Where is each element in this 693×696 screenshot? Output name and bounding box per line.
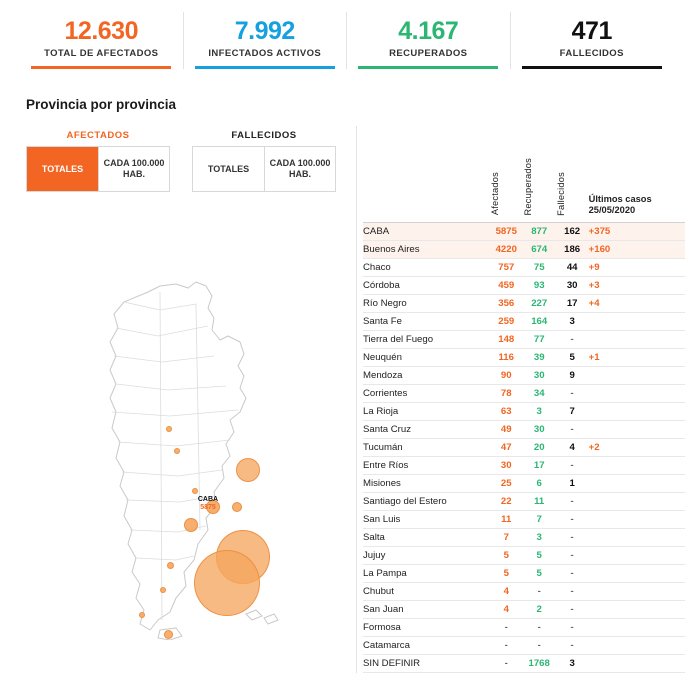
table-row[interactable] [363,492,685,510]
section-title: Provincia por provincia [26,97,177,112]
cell-afectados: 259 [490,312,523,330]
cell-provincia: Neuquén [363,348,490,366]
col-header-recuperados-label: Recuperados [522,157,533,216]
cell-afectados: 7 [490,528,523,546]
cell-fallecidos: - [556,636,589,654]
cell-fallecidos: 30 [556,276,589,294]
cell-recuperados: 674 [523,240,556,258]
summary-underline [195,66,335,69]
cell-ultimos-casos [589,510,685,528]
cell-recuperados: 20 [523,438,556,456]
cell-fallecidos: 3 [556,312,589,330]
cell-afectados: 4 [490,582,523,600]
summary-value: 7.992 [234,17,295,45]
summary-underline [31,66,171,69]
summary-value: 12.630 [64,17,138,45]
cell-ultimos-casos [589,492,685,510]
cell-fallecidos: 162 [556,222,589,240]
cell-provincia: Mendoza [363,366,490,384]
cell-fallecidos: 7 [556,402,589,420]
table-row[interactable] [363,510,685,528]
cell-afectados: 116 [490,348,523,366]
table-row[interactable] [363,348,685,366]
cell-provincia: SIN DEFINIR [363,654,490,672]
map-bubble-chubut[interactable] [160,587,166,593]
map-caba-name: CABA [197,496,219,503]
table-row[interactable] [363,618,685,636]
cell-provincia: Formosa [363,618,490,636]
cell-afectados: 5875 [490,222,523,240]
summary-value: 471 [571,17,612,45]
province-table-panel [356,126,693,673]
cell-ultimos-casos [589,456,685,474]
cell-ultimos-casos [589,474,685,492]
province-table-head [363,126,685,222]
table-row[interactable] [363,546,685,564]
cell-afectados: 148 [490,330,523,348]
cell-ultimos-casos [589,618,685,636]
col-header-recuperados [523,126,556,222]
toggle-afectados-totales[interactable]: TOTALES [27,147,98,191]
cell-recuperados: 2 [523,600,556,618]
argentina-outline-icon [0,200,356,640]
col-header-afectados [490,126,523,222]
cell-ultimos-casos [589,366,685,384]
cell-ultimos-casos: +2 [589,438,685,456]
cell-provincia: Catamarca [363,636,490,654]
cell-ultimos-casos [589,384,685,402]
cell-fallecidos: 9 [556,366,589,384]
province-table-body [363,222,685,672]
cell-fallecidos: - [556,600,589,618]
cell-recuperados: 227 [523,294,556,312]
table-row[interactable] [363,636,685,654]
summary-underline [358,66,498,69]
cell-provincia: Chaco [363,258,490,276]
cell-afectados: 4220 [490,240,523,258]
cell-recuperados: 77 [523,330,556,348]
table-row[interactable] [363,600,685,618]
cell-ultimos-casos: +4 [589,294,685,312]
cell-recuperados: 3 [523,528,556,546]
map-bubble-rio-negro[interactable] [184,518,198,532]
toggle-group-afectados [26,130,170,192]
cell-fallecidos: - [556,528,589,546]
summary-underline [522,66,662,69]
cell-fallecidos: - [556,564,589,582]
toggle-group-fallecidos [192,130,336,192]
cell-recuperados: 93 [523,276,556,294]
cell-ultimos-casos: +375 [589,222,685,240]
cell-ultimos-casos [589,600,685,618]
col-header-fallecidos-label: Fallecidos [555,171,566,216]
cell-recuperados: - [523,582,556,600]
col-header-fallecidos [556,126,589,222]
cell-ultimos-casos [589,546,685,564]
cell-afectados: 22 [490,492,523,510]
cell-fallecidos: - [556,456,589,474]
cell-provincia: Salta [363,528,490,546]
cell-afectados: 4 [490,600,523,618]
cell-ultimos-casos: +3 [589,276,685,294]
summary-card-fallecidos [510,12,674,69]
cell-provincia: Entre Ríos [363,456,490,474]
cell-recuperados: 39 [523,348,556,366]
summary-value: 4.167 [398,17,459,45]
table-row[interactable] [363,240,685,258]
province-table [363,126,685,673]
table-row[interactable] [363,456,685,474]
summary-label: RECUPERADOS [389,48,468,59]
table-header-row [363,126,685,222]
map-bubble-tucuman[interactable] [174,448,180,454]
table-row[interactable] [363,438,685,456]
cell-fallecidos: 5 [556,348,589,366]
toggle-fallecidos-totales[interactable]: TOTALES [193,147,264,191]
cell-recuperados: 17 [523,456,556,474]
table-row[interactable] [363,330,685,348]
cell-provincia: Corrientes [363,384,490,402]
map-bubble-buenos-aires[interactable] [194,550,260,616]
map-bubble-salta[interactable] [166,426,172,432]
summary-card-recuperados [346,12,510,69]
cell-recuperados: 164 [523,312,556,330]
cell-recuperados: - [523,618,556,636]
main-content [0,126,693,673]
summary-label: FALLECIDOS [559,48,624,59]
table-row[interactable] [363,276,685,294]
col-header-ultimos-casos [589,126,685,222]
cell-recuperados: 877 [523,222,556,240]
map-bubble-neuquen[interactable] [167,562,174,569]
cell-provincia: Santa Cruz [363,420,490,438]
cell-recuperados: 34 [523,384,556,402]
table-row[interactable] [363,654,685,672]
table-row[interactable] [363,258,685,276]
metric-toggles [26,130,356,192]
cell-recuperados: 6 [523,474,556,492]
col-header-afectados-label: Afectados [489,172,500,216]
table-row[interactable] [363,222,685,240]
cell-fallecidos: 4 [556,438,589,456]
cell-afectados: 63 [490,402,523,420]
map-bubble-chaco[interactable] [236,458,260,482]
cell-recuperados: 5 [523,564,556,582]
cell-provincia: Río Negro [363,294,490,312]
cell-afectados: 459 [490,276,523,294]
toggle-fallecidos-cada-100mil[interactable]: CADA 100.000 HAB. [264,147,335,191]
cell-afectados: 5 [490,564,523,582]
map-caba-value: 5875 [200,504,216,511]
summary-card-infectados-activos [183,12,347,69]
toggle-afectados-cada-100mil[interactable]: CADA 100.000 HAB. [98,147,169,191]
cell-ultimos-casos [589,528,685,546]
cell-fallecidos: 1 [556,474,589,492]
cell-afectados: - [490,654,523,672]
cell-fallecidos: - [556,384,589,402]
cell-ultimos-casos: +9 [589,258,685,276]
cell-provincia: Tierra del Fuego [363,330,490,348]
cell-fallecidos: - [556,546,589,564]
cell-provincia: Córdoba [363,276,490,294]
toggle-buttons [26,146,170,192]
cell-provincia: La Pampa [363,564,490,582]
table-row[interactable] [363,420,685,438]
map-panel [0,126,356,673]
cell-afectados: - [490,618,523,636]
map-bubble-santa-cruz[interactable] [139,612,145,618]
cell-recuperados: 5 [523,546,556,564]
toggle-group-title: AFECTADOS [66,130,130,141]
cell-afectados: 30 [490,456,523,474]
table-row[interactable] [363,528,685,546]
cell-afectados: 90 [490,366,523,384]
table-row[interactable] [363,294,685,312]
cell-ultimos-casos [589,582,685,600]
summary-strip [20,12,673,69]
cell-afectados: 11 [490,510,523,528]
cell-recuperados: 11 [523,492,556,510]
cell-afectados: 78 [490,384,523,402]
cell-fallecidos: 44 [556,258,589,276]
cell-fallecidos: - [556,510,589,528]
cell-fallecidos: - [556,492,589,510]
cell-provincia: Buenos Aires [363,240,490,258]
cell-recuperados: 3 [523,402,556,420]
table-row[interactable] [363,384,685,402]
cell-recuperados: 7 [523,510,556,528]
summary-label: INFECTADOS ACTIVOS [208,48,322,59]
table-row[interactable] [363,312,685,330]
toggle-group-title: FALLECIDOS [231,130,297,141]
cell-recuperados: 30 [523,366,556,384]
cell-fallecidos: 186 [556,240,589,258]
table-row[interactable] [363,474,685,492]
cell-fallecidos: - [556,330,589,348]
cell-provincia: Jujuy [363,546,490,564]
cell-recuperados: - [523,636,556,654]
table-row[interactable] [363,366,685,384]
cell-fallecidos: - [556,420,589,438]
summary-label: TOTAL DE AFECTADOS [44,48,159,59]
cell-ultimos-casos [589,420,685,438]
summary-card-total-afectados [20,12,183,69]
cell-provincia: San Juan [363,600,490,618]
table-row[interactable] [363,564,685,582]
toggle-buttons [192,146,336,192]
col-header-ultimos-label: Últimos casos [588,193,652,204]
map-bubble-tierra-del-fuego[interactable] [164,630,173,639]
cell-afectados: 49 [490,420,523,438]
cell-provincia: Santa Fe [363,312,490,330]
map-caba-label [182,496,234,512]
cell-ultimos-casos: +160 [589,240,685,258]
cell-provincia: La Rioja [363,402,490,420]
cell-fallecidos: 17 [556,294,589,312]
cell-ultimos-casos [589,330,685,348]
cell-afectados: 757 [490,258,523,276]
cell-provincia: Santiago del Estero [363,492,490,510]
cell-afectados: - [490,636,523,654]
table-row[interactable] [363,582,685,600]
cell-recuperados: 75 [523,258,556,276]
cell-provincia: CABA [363,222,490,240]
cell-ultimos-casos: +1 [589,348,685,366]
cell-afectados: 25 [490,474,523,492]
cell-afectados: 5 [490,546,523,564]
cell-fallecidos: - [556,582,589,600]
cell-fallecidos: 3 [556,654,589,672]
cell-provincia: Tucumán [363,438,490,456]
col-header-provincia [363,126,490,222]
cell-fallecidos: - [556,618,589,636]
map-bubble-entre-rios[interactable] [192,488,198,494]
col-header-ultimos-date: 25/05/2020 [588,204,636,215]
cell-ultimos-casos [589,564,685,582]
cell-provincia: Misiones [363,474,490,492]
cell-ultimos-casos [589,402,685,420]
cell-afectados: 47 [490,438,523,456]
cell-provincia: San Luis [363,510,490,528]
cell-ultimos-casos [589,636,685,654]
cell-recuperados: 30 [523,420,556,438]
cell-afectados: 356 [490,294,523,312]
table-row[interactable] [363,402,685,420]
argentina-bubble-map[interactable] [0,200,356,640]
cell-ultimos-casos [589,654,685,672]
cell-recuperados: 1768 [523,654,556,672]
cell-provincia: Chubut [363,582,490,600]
cell-ultimos-casos [589,312,685,330]
